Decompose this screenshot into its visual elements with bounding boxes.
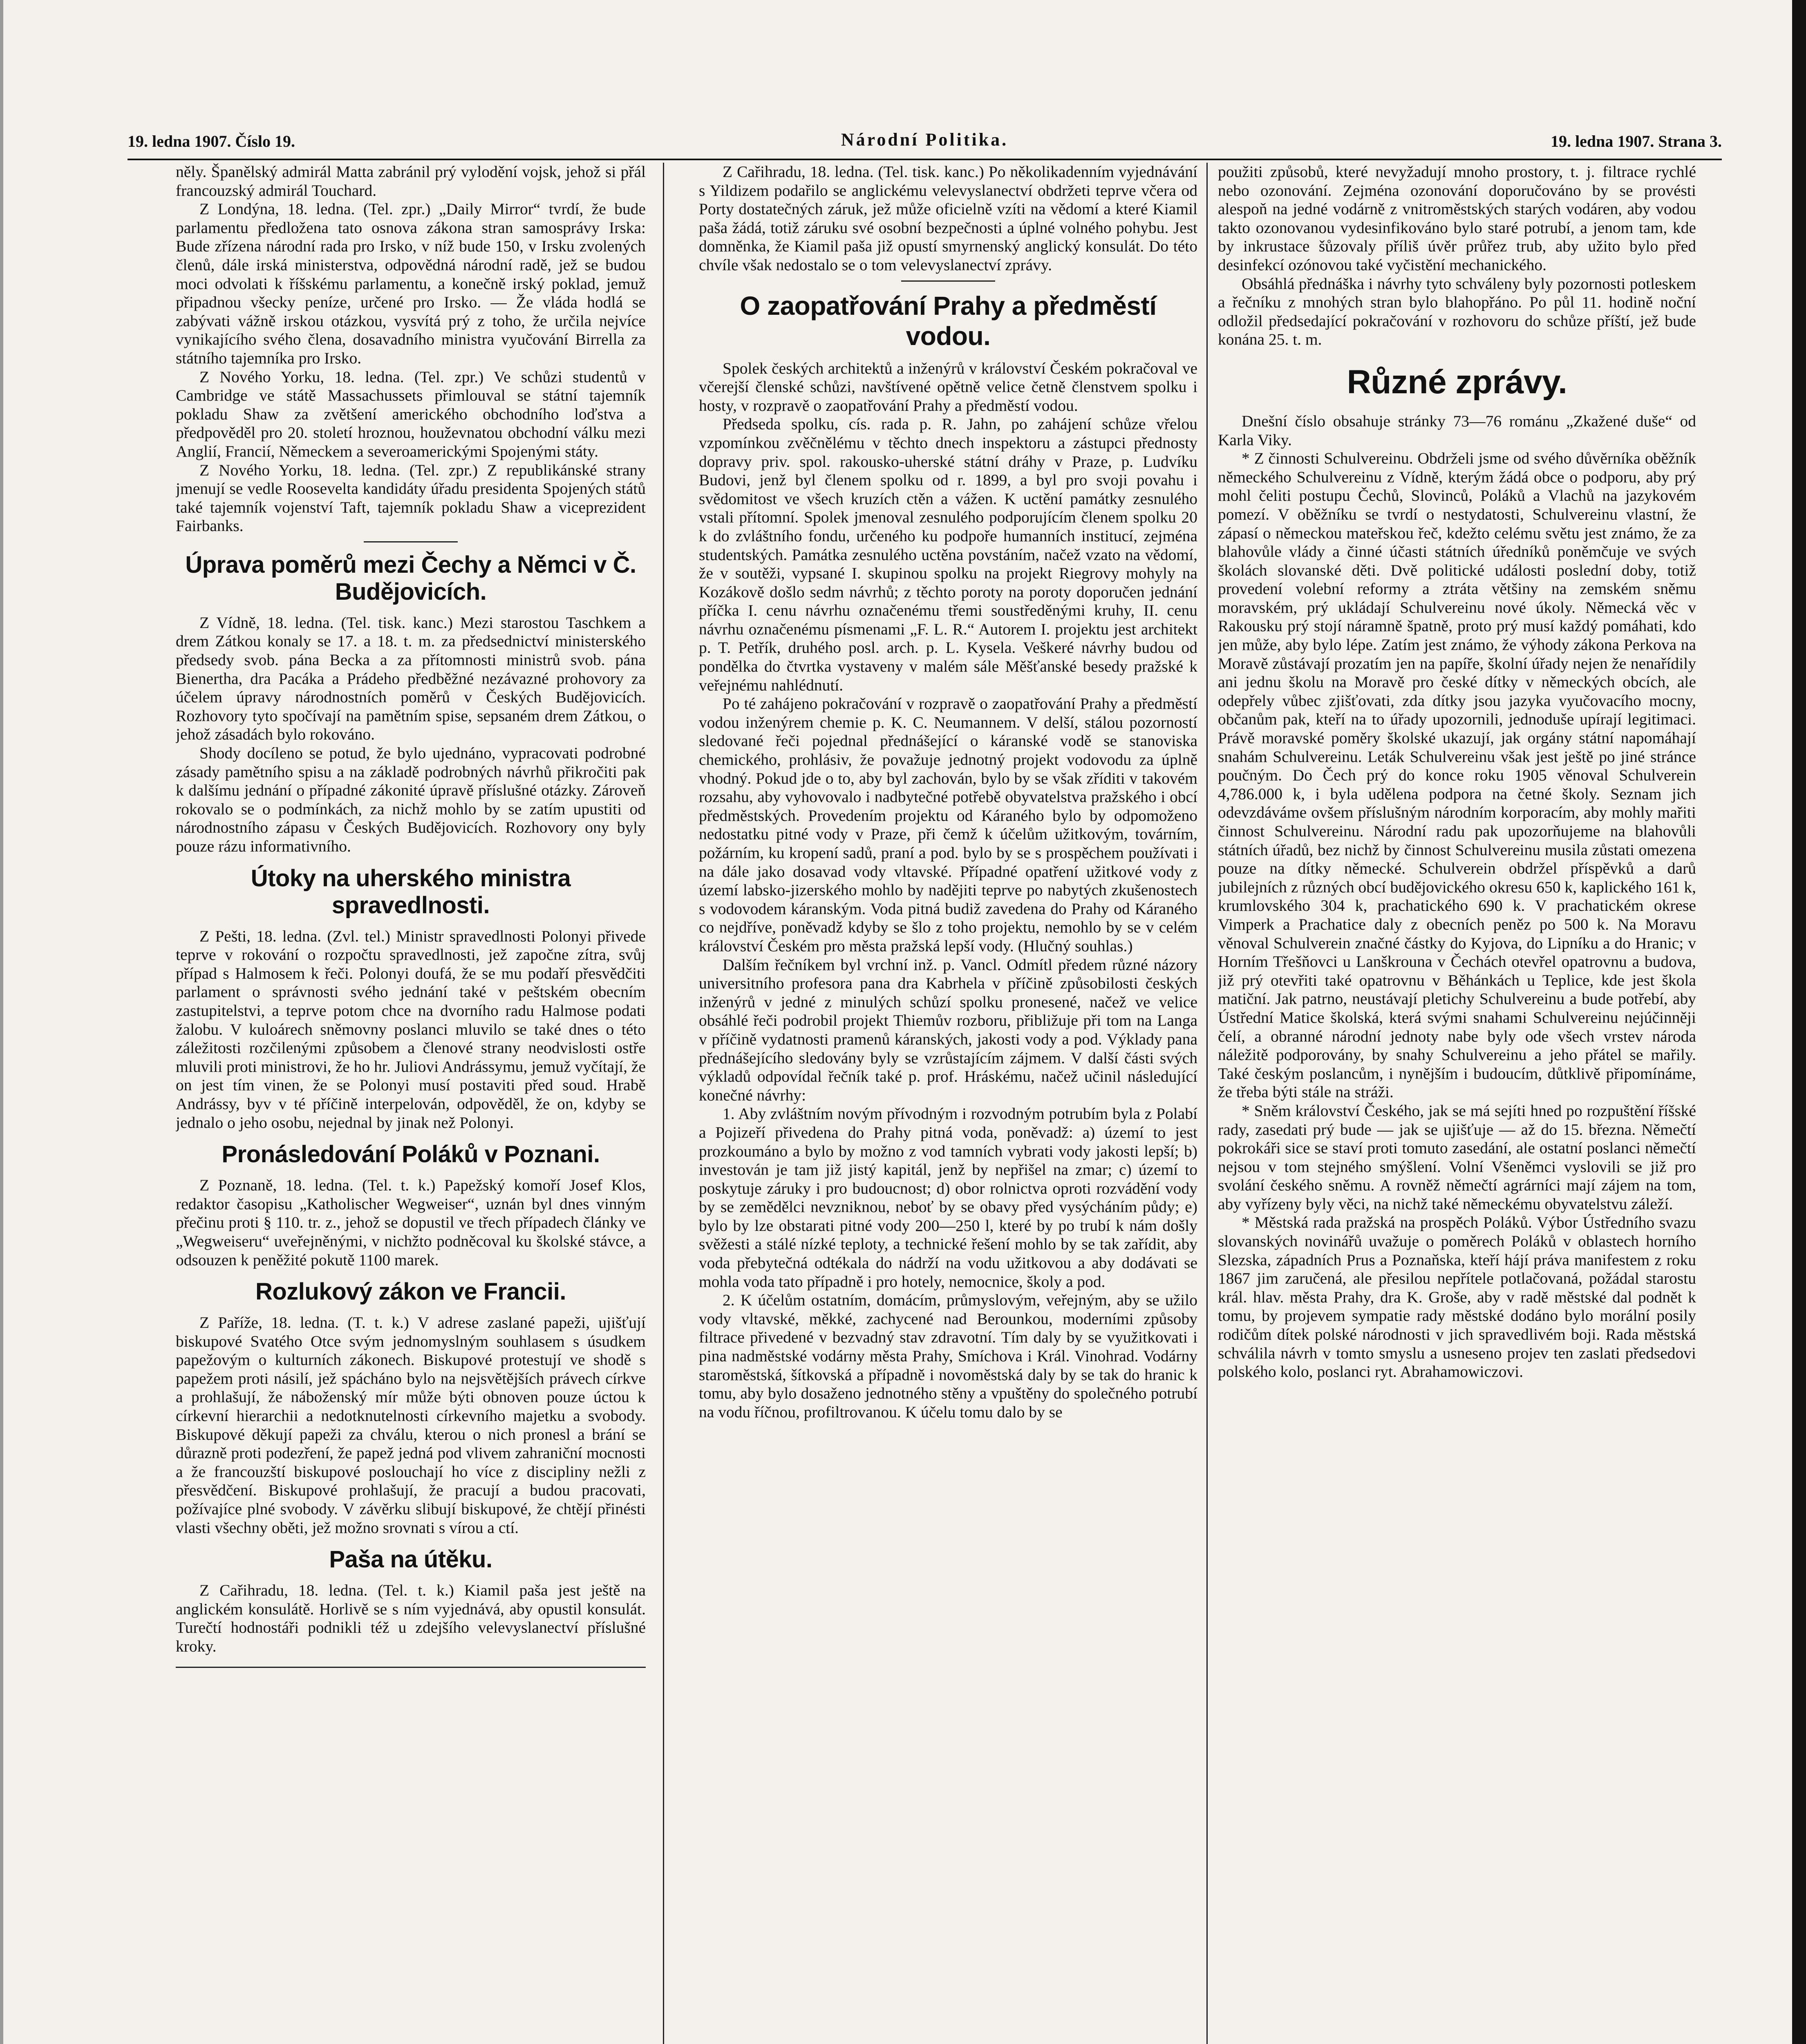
news-mestska-rada: * Městská rada pražská na prospěch Poláků. Výbor Ústředního svazu slovanských novinářů uvažuje o poměrech Poláků v oblastech horního Slezska, západních Prus a Poznaňska, kteří hájí práva manifestem z roku 1867 jim zaručená, ale přesilou nepřítele potlačovaná, požádal starostu král. hlav. města Prahy, dra K. Groše, aby v radě městské dal podnět k tomu, by projevem sympatie rady městské dodáno bylo morální posily rodičům dítek polské národnosti v jich spravedlivém boji. Rada městská schválila návrh v tomto smyslu a usneseno projev ten zaslati předsedovi polského kolo, poslanci ryt. Abrahamowiczovi. bbox=[1218, 1213, 1696, 1381]
news-snem: * Sněm království Českého, jak se má sejíti hned po rozpuštění říšské rady, zasedati prý bude — jak se ujišťuje — až do 15. března. Němečtí pokrokáři sice se staví proti tomuto zasedání, ale ostatní poslanci němečtí nejsou v tom stejného smýšlení. Volní Všeněmci vyslovili se již pro svolání českého sněmu. A rovněž němečtí agrárníci mají zájem na tom, aby vyřízeny byly věci, na nichž také německému obyvatelstvu záleží. bbox=[1218, 1101, 1696, 1213]
column-rule-1 bbox=[663, 163, 664, 2044]
headline-rozlukovy: Rozlukový zákon ve Francii. bbox=[255, 1278, 566, 1305]
column-3 bbox=[1218, 163, 1696, 2044]
header-date-issue: 19. ledna 1907. Číslo 19. bbox=[128, 132, 295, 150]
article-zaopat-p2: Předseda spolku, cís. rada p. R. Jahn, po zahájení schůze vřelou vzpomínkou zvěčnělému v těchto dnech inspektoru a zástupci přednosty dopravy priv. spol. rakousko-uherské státní dráhy v Praze, p. Ludvíku Budovi, jenž byl členem spolku od r. 1899, a byl pro svoji povahu i svědomitost ve všech kruzích ctěn a vážen. K uctění památky zesnulého vstali přítomní. Spolek jmenoval zesnulého podporujícím členem spolku 20 k do zvláštního fondu, určeného ku podpoře humanních institucí, zejména studentských. Památka zesnulého uctěna povstáním, načež vzato na vědomí, že v soutěži, vypsané I. skupinou spolku na projekt Riegrovy mohyly na Kozákově došlo sedm návrhů; z těchto poroty na poroty doporučen jednání příčka I. cenu návrhu označenému třemi soustředěnými kruhy, II. cenu návrhu označenému písmenami „F. L. R.“ Autorem I. projektu jest architekt p. T. Petřík, druhého posl. arch. p. L. Kysela. Veškeré návrhy budou od pondělka do čtvrtka vystaveny v malém sále Měšťanské besedy pražské k veřejnému nahlédnutí. bbox=[699, 415, 1197, 694]
article-zaopat-continuation: použiti způsobů, které nevyžadují mnoho prostory, t. j. filtrace rychlé nebo ozonování. Zejména ozonování doporučováno by se provésti alespoň na jedné vodárně z vnitroměstských starých vodáren, aby vodou takto ozonovanou vydesinfikováno bylo staré potrubí, a jenom tam, kde by inkrustace šůzovaly příliš úvěr průřez trub, aby užito bylo před desinfekcí ozónovou také vyčistění mechanického. bbox=[1218, 163, 1696, 274]
scan-right-edge bbox=[1792, 0, 1806, 2044]
page-header bbox=[128, 128, 1722, 155]
column-end-rule bbox=[176, 1667, 646, 1668]
article-pasa: Z Cařihradu, 18. ledna. (Tel. t. k.) Kiamil paša jest ještě na anglickém konsulátě. Horlivě se s ním vyjednává, aby opustil konsulát. Turečtí hodnostáři podnikli též u zdejšího velevyslanectví příslušné kroky. bbox=[176, 1581, 646, 1655]
column-1 bbox=[176, 163, 646, 2044]
header-date-page: 19. ledna 1907. Strana 3. bbox=[1551, 132, 1722, 150]
news-schulverein: * Z činnosti Schulvereinu. Obdrželi jsme od svého důvěrníka oběžník německého Schulvereinu z Vídně, kterým žádá obce o podporu, aby prý mohl čeliti postupu Čechů, Slovinců, Poláků a Vlachů na jazykovém pomezí. V oběžníku se tvrdí o nestydatosti, Schulvereinu vlastní, že zápasí o německou mateřskou řeč, kdežto celému světu jest známo, že za blahovůle vlády a činné účasti státních úředníků poněmčuje ve svých školách slovanské děti. Dvě politické události poslední doby, totiž provedení volební reformy a ztráta většiny na zemském sněmu moravském, prý ukládají Schulvereinu nové úkoly. Německá věc v Rakousku prý stojí náramně špatně, proto prý musí každý pomáhati, kdo jen může, aby bylo lépe. Zatím jest známo, že výhody zákona Perkova na Moravě zůstávají prozatím jen na papíře, školní úřady nejen že nenařídily ani jednu školu na Moravě pro české dítky v německých obcích, ale odepřely vůbec zjišťovati, zda dítky jsou jazyka vyučovacího mocny, občanům pak, kteří na to úřady upozornili, jednoduše upírají legitimaci. Právě moravské poměry školské ukazují, jak orgány státní napomáhají snahám Schulvereinu. Leták Schulvereinu však jest ještě po jiné stránce poučným. Do Čech prý do konce roku 1905 věnoval Schulverein 4,786.000 k, i byla udělena podpora na četné školy. Seznam jich odevzdáváme ovšem příslušným národním korporacím, aby mohly mařiti činnost Schulvereinu. Národní radu pak upozorňujeme na blahovůli státních úřadů, bez nichž by činnost Schulvereinu musila zůstati omezena pouze na dítky německé. Schulverein obdržel příspěvků a darů jubilejních z různých obcí budějovického okresu 650 k, kaplického 161 k, krumlovského 304 k, prachatického 690 k. V prachatickém okrese Vimperk a Prachatice daly z obecních peněz po 500 k. Na Moravu věnoval Schulverein značné částky do Kyjova, do Lipníku a do Hranic; v Horním Třešňovci u Lanškrouna v Čechách otevřel opatrovnu a budova, již prý otevřiti také opatrovnu v Běhánkách u Teplice, kde jest škola matiční. Jak patrno, neustávají pletichy Schulvereinu a bude potřebí, aby Ústřední Matice školská, která svými snahami Schulvereinu nejúčinněji čelí, a obranné národní jednoty nabe byly ode všech vrstev národa náležitě podporovány, by snahy Schulvereinu a jeho přátel se mařily. Také českým poslancům, i nynějším i budoucím, důtklivě připomínáme, že třeba býti stále na stráži. bbox=[1218, 449, 1696, 1101]
separator bbox=[364, 541, 458, 542]
news-london: Z Londýna, 18. ledna. (Tel. zpr.) „Daily Mirror“ tvrdí, že bude parlamentu předložena tato osnova zákona stran samosprávy Irska: Bude zřízena národní rada pro Irsko, v níž bude 150, v Irsku zvolených členů, dále irská ministerstva, odpovědná národní radě, jež se budou moci odvolati k říšskému parlamentu, a konečně irský poklad, jemuž připadnou všecky peníze, určené pro Irsko. — Že vláda hodlá se zabývati vážně irskou otázkou, vysvítá prý z toho, že určila nejvíce vynikajícího svého člena, dosavadního ministra vyučování Birrella za státního tajemníka pro Irsko. bbox=[176, 200, 646, 367]
headline-pasa: Paša na útěku. bbox=[329, 1546, 492, 1573]
headline-pronasledovani: Pronásledování Poláků v Poznani. bbox=[222, 1141, 600, 1168]
article-zaopat-p3: Po té zahájeno pokračování v rozpravě o zaopatřování Prahy a předměstí vodou inženýrem chemie p. K. C. Neumannem. V delší, stálou pozorností sledované řeči pojednal přednášející o káranské vodě se stanoviska chemického, prohlásiv, že považuje jednotný projekt vodovodu za úplně vhodný. Pokud jde o to, aby byl zachován, bylo by se však zříditi v takovém rozsahu, aby vyhovovalo i nadbytečné potřebě obyvatelstva pražského i obcí předměstských. Provedením projektu od Káraného bylo by odpomoženo nedostatku pitné vody v Praze, při čemž k účelům užitkovým, továrním, požárním, ku kropení sadů, praní a pod. bylo by se s prospěchem používati i na dále jako dosavad vody vltavské. Případné opatření užitkové vody z území labsko-jizerského mohlo by nadějiti teprve po nabytých zkušenostech s vodovodem káranským. Voda pitná budiž zavedena do Prahy od Káraného co nejdříve, poněvadž kdyby se šlo z toho projektu, nemohlo by se v celém království Českém pro města pražská lepší vody. (Hlučný souhlas.) bbox=[699, 695, 1197, 955]
news-new-york-1: Z Nového Yorku, 18. ledna. (Tel. zpr.) Ve schůzi studentů v Cambridge ve státě Massachussets přimlouval se státní tajemník pokladu Shaw za zvětšení amerického obchodního loďstva a předpověděl pro 20. století hroznou, houževnatou obchodní válku mezi Anglií, Francií, Německem a severoamerickými Spojenými státy. bbox=[176, 368, 646, 460]
article-uprava-p2: Shody docíleno se potud, že bylo ujednáno, vypracovati podrobné zásady pamětního spisu a na základě podrobných návrhů přikročiti pak k dalšímu jednání o případné zákonité úpravě příslušné otázky. Zároveň rokovalo se o podmínkách, za nichž mohlo by se zatím upustiti od národnostního zápasu v Českých Budějovicích. Rozhovory ony byly pouze rázu informativního. bbox=[176, 744, 646, 855]
article-uprava-p1: Z Vídně, 18. ledna. (Tel. tisk. kanc.) Mezi starostou Taschkem a drem Zátkou konaly se 17. a 18. t. m. za předsednictví ministerského předsedy svob. pána Becka a za přítomnosti ministrů svob. pána Bienertha, dra Pacáka a Prádeho předběžné nezávazné prohovory za účelem úpravy národnostních poměrů v Českých Budějovicích. Rozhovory tyto spočívají na pamětním spise, sepsaném drem Zátkou, o jehož zásadách bylo rokováno. bbox=[176, 613, 646, 744]
article-zaopat-end: Obsáhlá přednáška i návrhy tyto schváleny byly pozornosti potleskem a řečníku z mnohých stran bylo blahopřáno. Po půl 11. hodině noční odložil předsedající pokračování v rozhovoru do schůze příští, jež bude konána 25. t. m. bbox=[1218, 274, 1696, 349]
scan-left-edge bbox=[0, 0, 3, 2044]
article-zaopat-p4: Dalším řečníkem byl vrchní inž. p. Vancl. Odmítl předem různé názory universitního profesora pana dra Kabrhela v příčině způsobilosti českých inženýrů v jedné z minulých schůzí spolku pronesené, načež ve velice obsáhlé řeči podrobil projekt Thiemův rozboru, přibližuje při tom na Langa v příčině vydatnosti pramenů káranských, jakosti vody a pod. Výklady pana přednášejícího sledovány byly se vzrůstajícím zájmem. V další části svých výkladů odpovídal řečník také p. prof. Hráskému, načež učinil následující konečné návrhy: bbox=[699, 955, 1197, 1104]
article-continuation: něly. Španělský admirál Matta zabránil prý vylodění vojsk, jehož si přál francouzský admirál Touchard. bbox=[176, 163, 646, 199]
article-pronasledovani: Z Poznaně, 18. ledna. (Tel. t. k.) Papežský komoří Josef Klos, redaktor časopisu „Katholischer Wegweiser“, uznán byl dnes vinným přečinu proti § 110. tr. z., jehož se dopustil ve třech případech články ve „Wegweiseru“ uveřejněnými, v nichžto podněcoval ku školské stávce, a odsouzen k peněžité pokutě 1100 marek. bbox=[176, 1176, 646, 1269]
news-novel-notice: Dnešní číslo obsahuje stránky 73—76 románu „Zkažené duše“ od Karla Viky. bbox=[1218, 412, 1696, 449]
header-rule bbox=[128, 159, 1722, 160]
separator bbox=[901, 280, 995, 282]
column-2 bbox=[699, 163, 1197, 2044]
news-carihrad: Z Cařihradu, 18. ledna. (Tel. tisk. kanc.) Po několikadenním vyjednávání s Yildizem podařilo se anglickému velevyslanectví obdržeti teprve včera od Porty dostatečných záruk, jež může oficielně vzíti na vědomí a které Kiamil paša žádá, totiž záruku své osobní bezpečnosti a úplné volného pohybu. Jest domněnka, že Kiamil paša již opustí smyrnenský anglický konsulát. Do této chvíle však nedostalo se o tom velevyslanectví zprávy. bbox=[699, 163, 1197, 274]
headline-zaopatrovani: O zaopatřování Prahy a předměstí vodou. bbox=[740, 291, 1157, 351]
section-title-razne-zpravy: Různé zprávy. bbox=[1347, 363, 1567, 401]
newspaper-title: Národní Politika. bbox=[841, 130, 1009, 150]
headline-uprava: Úprava poměrů mezi Čechy a Němci v Č. Budějovicích. bbox=[185, 551, 636, 605]
column-rule-2 bbox=[1206, 163, 1208, 2044]
article-zaopat-p6: 2. K účelům ostatním, domácím, průmyslovým, veřejným, aby se užilo vody vltavské, měkké, zachycené nad Berounkou, moderními způsoby filtrace přivedené v bezvadný stav zdravotní. Tím daly by se využitkovati i pina nadměstské vodárny města Prahy, Smíchova i Král. Vinohrad. Vodárny staroměstská, šítkovská a případně i novoměstská daly by se tak do hranic k tomu, aby bylo dosaženo jednotného stěny a vpuštěny do společného potrubí na vodu říčnou, profiltrovanou. K účelu tomu dalo by se bbox=[699, 1291, 1197, 1421]
article-zaopat-p1: Spolek českých architektů a inženýrů v království Českém pokračoval ve včerejší členské schůzi, navštívené opětně velice četně členstvem spolku i hosty, v rozpravě o zaopatřování Prahy a předměstí vodou. bbox=[699, 359, 1197, 415]
article-zaopat-p5: 1. Aby zvláštním novým přívodným i rozvodným potrubím byla z Polabí a Pojizeří přivedena do Prahy pitná voda, poněvadž: a) území to jest prozkoumáno a bylo by možno z vod tamních vybrati vody jakosti lepší; b) investován je tam již jistý kapitál, jenž by nepřišel na zmar; c) území to poskytuje záruky i pro budoucnost; d) obor rolnictva oproti rozvádění vody by se zemědělci nevzniknou, neboť by se obavy před vysýcháním půdy; e) bylo by lze obstarati pitné vody 200—250 l, které by po trubí k nám došly svěžesti a stálé nízké teploty, a technické řešení mohlo by se tak zařídit, aby voda přebytečná odtékala do nádrží na vodu užitkovou a aby dodávati se mohla voda tato případně i pro hotely, nemocnice, školy a pod. bbox=[699, 1105, 1197, 1291]
news-new-york-2: Z Nového Yorku, 18. ledna. (Tel. zpr.) Z republikánské strany jmenují se vedle Roosevelta kandidáty úřadu presidenta Spojených států také tajemník vojenství Taft, tajemník pokladu Shaw a viceprezident Fairbanks. bbox=[176, 461, 646, 535]
article-rozlukovy: Z Paříže, 18. ledna. (T. t. k.) V adrese zaslané papeži, ujišťují biskupové Svatého Otce svým jednomyslným souhlasem s úsudkem papežovým o kulturních zákonech. Biskupové protestují ve shodě s papežem proti násilí, jež spácháno bylo na nejsvětějších právech církve a prohlašují, že náboženský mír může býti obnoven pouze úctou k církevní hierarchii a nedotknutelnosti církevního majetku a svobody. Biskupové děkují papeži za chválu, kterou o nich pronesl a brání se důrazně proti podezření, že papež jedná pod vlivem zahraniční mocnosti a že francouzští biskupové poslouchají ho více z discipliny nežli z přesvědčení. Biskupové prohlašují, že pracují a budou pracovati, požívajíce plné svobody. V závěrku slibují biskupové, že chtějí přinésti vlasti všechny oběti, jež možno srovnati s vírou a ctí. bbox=[176, 1313, 646, 1537]
headline-utoky: Útoky na uherského ministra spravedlnosti. bbox=[251, 865, 571, 919]
article-utoky: Z Pešti, 18. ledna. (Zvl. tel.) Ministr spravedlnosti Polonyi přivede teprve v rokování o rozpočtu spravedlnosti, jež započne zítra, svůj případ s Halmosem k řeči. Polonyi doufá, že se mu podaří přesvědčiti parlament o správnosti svého jednání také v peštském obecním zastupitelstvi, a teprve potom chce na dvorního radu Halmose podati žalobu. V kuloárech sněmovny poslanci mluvilo se také dnes o této záležitosti rozčilenými způsobem a členové strany neodvislosti ostře mluvili proti ministrovi, že ho hr. Juliovi Andrássymu, jemuž vyčítají, že on jest tím vinen, že se Polonyi musí postaviti před soud. Hrabě Andrássy, byv v té příčině interpelován, odpověděl, že on, kdyby se jednalo o jeho osobu, nejednal by jinak než Polonyi. bbox=[176, 927, 646, 1132]
